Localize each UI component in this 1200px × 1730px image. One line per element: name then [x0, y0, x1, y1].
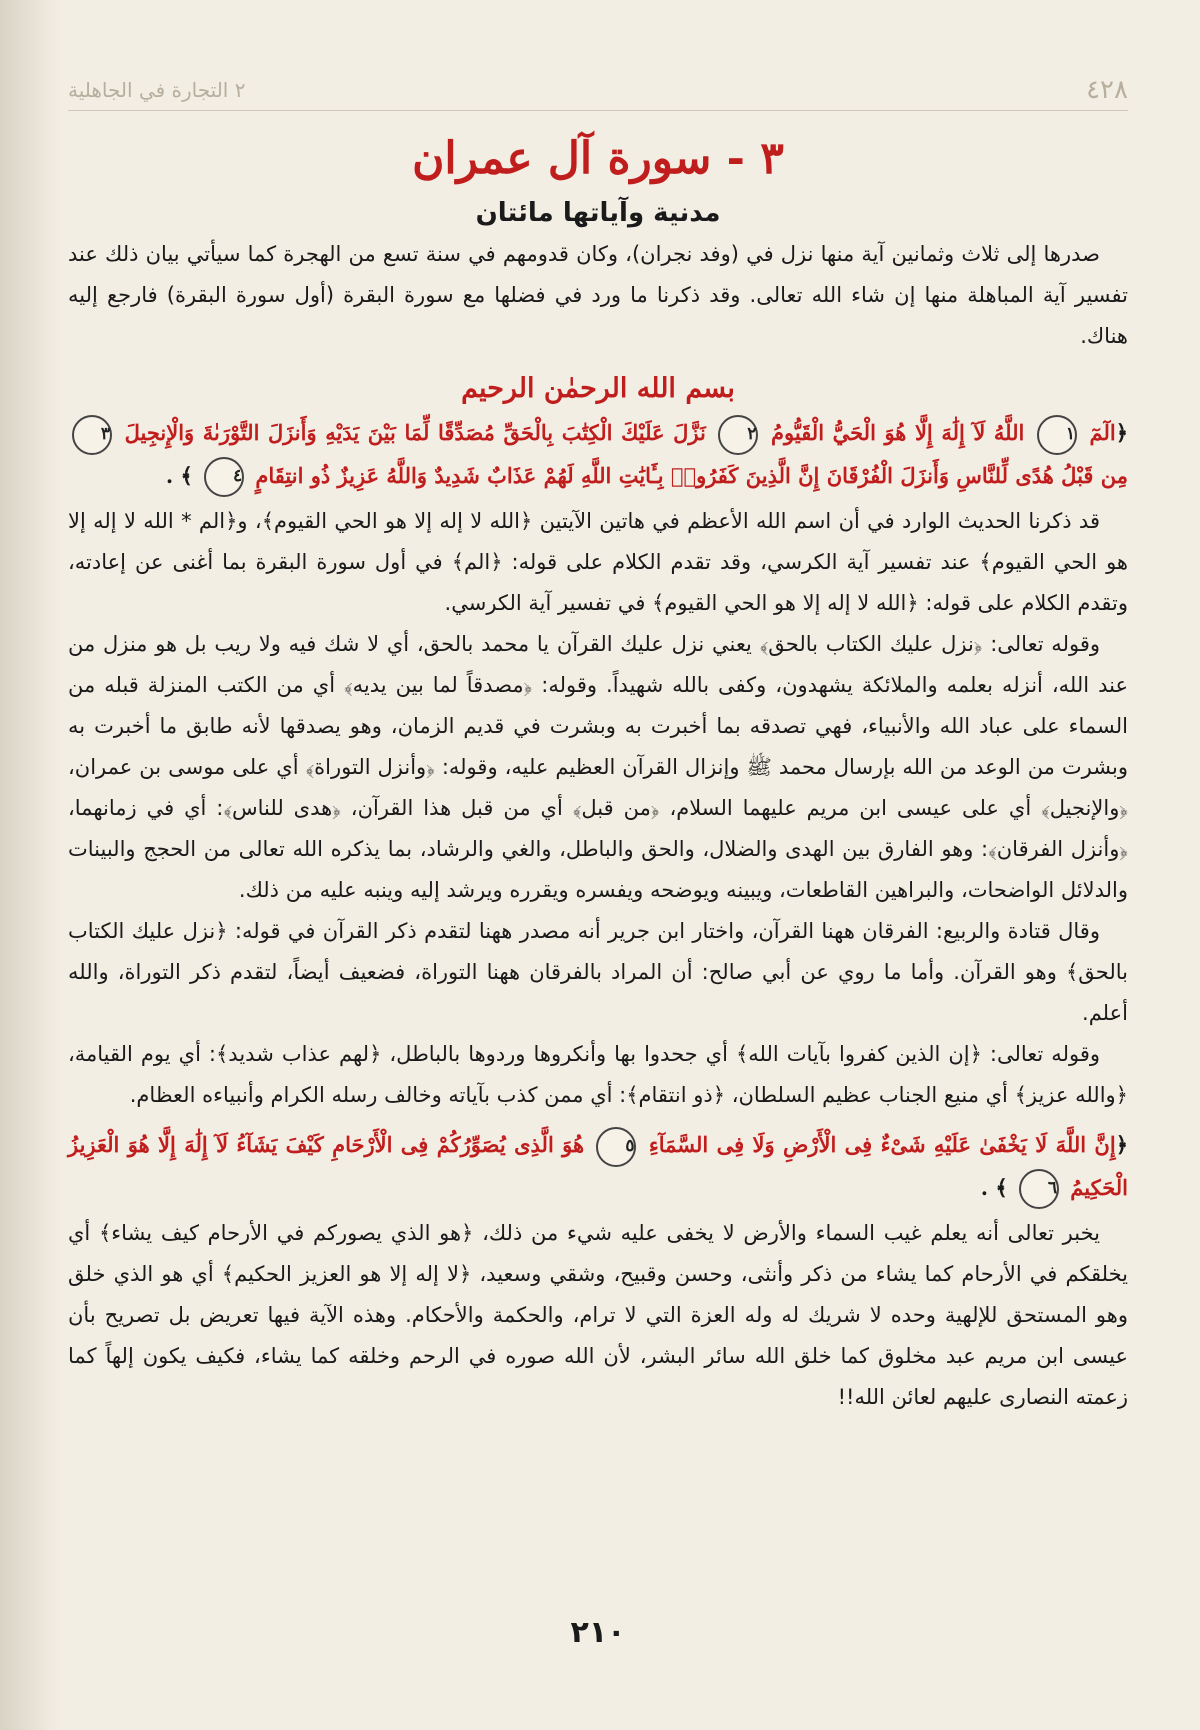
verse-close-bracket: ﴾ .	[165, 462, 193, 488]
verse-close-bracket: ﴾ .	[980, 1174, 1008, 1200]
surah-title: ٣ - سورة آل عمران	[412, 133, 784, 184]
book-spine-shadow	[0, 0, 60, 1730]
verse-text: مِن قَبْلُ هُدًى لِّلنَّاسِ وَأَنزَلَ الْفُرْقَانَ إِنَّ الَّذِينَ كَفَرُوا۟ بِـَٔايَٰتِ اللَّهِ لَهُمْ عَذَابٌ شَدِيدٌ وَاللَّهُ عَزِيزٌ ذُو انتِقَامٍ	[255, 462, 1128, 488]
verse-open-bracket: ﴿	[1115, 1132, 1128, 1157]
basmala: بسم الله الرحمٰن الرحيم	[461, 373, 735, 404]
running-head	[68, 70, 1128, 111]
ayah-number-marker: ١	[1037, 415, 1077, 455]
verse-text: الٓمٓ	[1089, 420, 1116, 445]
commentary-paragraph: قد ذكرنا الحديث الوارد في أن اسم الله الأعظم في هاتين الآيتين ﴿الله لا إله إلا هو الحي القيوم﴾، و﴿الم * الله لا إله إلا هو الحي القيوم﴾ عند تفسير آية الكرسي، وقد تقدم الكلام على قوله: ﴿الم﴾ في أول سورة البقرة بما أغنى عن إعادته، وتقدم الكلام على قوله: ﴿الله لا إله إلا هو الحي القيوم﴾ في تفسير آية الكرسي.	[68, 509, 1128, 615]
surah-subtitle: مدنية وآياتها مائتان	[475, 198, 721, 228]
book-page	[68, 70, 1128, 1710]
ayah-number-marker: ٥	[596, 1127, 636, 1167]
verse-text: هُوَ الَّذِى يُصَوِّرُكُمْ فِى الْأَرْحَامِ كَيْفَ يَشَآءُ لَآ إِلَٰهَ إِلَّا هُوَ الْعَزِيزُ الْحَكِيمُ	[68, 1132, 1128, 1200]
verse-text: نَزَّلَ عَلَيْكَ الْكِتَٰبَ بِالْحَقِّ مُصَدِّقًا لِّمَا بَيْنَ يَدَيْهِ وَأَنزَلَ التَّوْرَىٰةَ وَالْإِنجِيلَ	[124, 420, 706, 445]
ayah-number-marker: ٤	[204, 457, 244, 497]
verse-open-bracket: ﴿	[1115, 420, 1129, 445]
page-number: ٢١٠	[570, 1615, 626, 1650]
running-head-title: ٢ التجارة في الجاهلية	[68, 78, 246, 102]
ayah-number-marker: ٢	[718, 415, 758, 455]
commentary-paragraph: وقوله تعالى: ﴿نزل عليك الكتاب بالحق﴾ يعني نزل عليك القرآن يا محمد بالحق، أي لا شك فيه ولا ريب بل هو منزل من عند الله، أنزله بعلمه والملائكة يشهدون، وكفى بالله شهيداً. وقوله: ﴿مصدقاً لما بين يديه﴾ أي من الكتب المنزلة قبله من السماء على عباد الله والأنبياء، فهي تصدقه بما أخبرت به وبشرت في قديم الزمان، وهو يصدقها لأنه طابق ما أخبرت به وبشرت من الوعد من الله بإرسال محمد ﷺ وإنزال القرآن العظيم عليه، وقوله: ﴿وأنزل التوراة﴾ أي على موسى بن عمران، ﴿والإنجيل﴾ أي على عيسى ابن مريم عليهما السلام، ﴿من قبل﴾ أي من قبل هذا القرآن، ﴿هدى للناس﴾: أي في زمانهما، ﴿وأنزل الفرقان﴾: وهو الفارق بين الهدى والضلال، والحق والباطل، والغي والرشاد، بما يذكره الله تعالى من الحجج والبينات والدلائل الواضحات، والبراهين القاطعات، ويبينه ويوضحه ويفسره ويقرره ويرشد إليه وينبه عليه من ذلك.	[68, 632, 1128, 902]
verse-text: اللَّهُ لَآ إِلَٰهَ إِلَّا هُوَ الْحَيُّ الْقَيُّومُ	[771, 420, 1025, 445]
commentary-paragraph: وقوله تعالى: ﴿إن الذين كفروا بآيات الله﴾ أي جحدوا بها وأنكروها وردوها بالباطل، ﴿لهم عذاب شديد﴾: أي يوم القيامة، ﴿والله عزيز﴾ أي منيع الجناب عظيم السلطان، ﴿ذو انتقام﴾: أي ممن كذب بآياته وخالف رسله الكرام وأنبياءه العظام.	[68, 1042, 1128, 1107]
verse-block-2	[68, 1124, 1128, 1209]
ayah-number-marker: ٦	[1019, 1169, 1059, 1209]
commentary-paragraph: يخبر تعالى أنه يعلم غيب السماء والأرض لا يخفى عليه شيء من ذلك، ﴿هو الذي يصوركم في الأرحام كيف يشاء﴾ أي يخلقكم في الأرحام كما يشاء من ذكر وأنثى، وحسن وقبيح، وشقي وسعيد، ﴿لا إله إلا هو العزيز الحكيم﴾ أي هو الذي خلق وهو المستحق للإلهية وحده لا شريك له وله العزة التي لا ترام، والحكمة والأحكام. وهذه الآية فيها تعريض بل تصريح بأن عيسى ابن مريم عبد مخلوق كما خلق الله سائر البشر، لأن الله صوره في الرحم وخلقه كما يشاء، فكيف يكون إلهاً كما زعمته النصارى عليهم لعائن الله!!	[68, 1221, 1128, 1409]
ayah-number-marker: ٣	[72, 415, 112, 455]
running-head-page: ٤٢٨	[1086, 75, 1128, 105]
intro-paragraph: صدرها إلى ثلاث وثمانين آية منها نزل في (وفد نجران)، وكان قدومهم في سنة تسع من الهجرة كما سيأتي بيان ذلك عند تفسير آية المباهلة منها إن شاء الله تعالى. وقد ذكرنا ما ورد في فضلها مع سورة البقرة (أول سورة البقرة) فارجع إليه هناك.	[68, 242, 1128, 348]
verse-block-1	[68, 412, 1128, 497]
verse-text: إِنَّ اللَّهَ لَا يَخْفَىٰ عَلَيْهِ شَىْءٌ فِى الْأَرْضِ وَلَا فِى السَّمَآءِ	[648, 1132, 1116, 1157]
commentary-paragraph: وقال قتادة والربيع: الفرقان ههنا القرآن، واختار ابن جرير أنه مصدر ههنا لتقدم ذكر القرآن في قوله: ﴿نزل عليك الكتاب بالحق﴾ وهو القرآن. وأما ما روي عن أبي صالح: أن المراد بالفرقان ههنا التوراة، فضعيف أيضاً، لتقدم ذكر التوراة، والله أعلم.	[68, 919, 1128, 1025]
